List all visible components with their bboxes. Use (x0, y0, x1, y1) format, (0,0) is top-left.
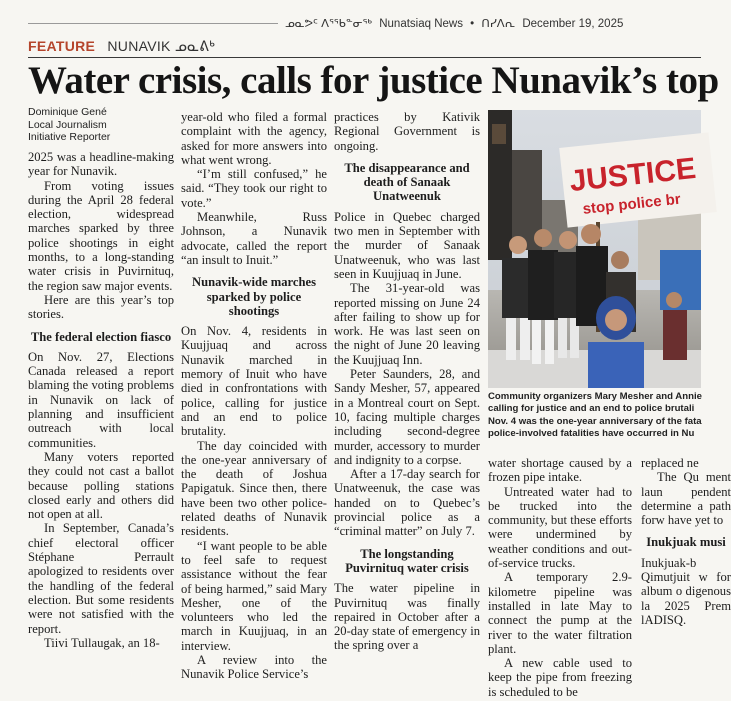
paragraph: Inukjuak-b Qimutjuit w for album o digenous la 2025 Prem lADISQ. (641, 555, 731, 627)
article-column-1 (28, 150, 174, 650)
photo-caption (488, 391, 728, 441)
section-label: FEATURE (28, 38, 96, 54)
paragraph: On Nov. 4, residents in Kuujjuaq and across Nunavik marched in memory of Inuit who have died in confrontations with police, calling for justice and an end to police brutality. (181, 324, 327, 439)
paragraph: From voting issues during the April 28 federal election, widespread marches sparked by three police shootings in eight months, to a long-standing water crisis in Puvirnituq, the region saw major events. (28, 178, 174, 293)
paragraph: Police in Quebec charged two men in September with the murder of Sanaak Unatweenuk, who was last seen in Kuujjuaq in June. (334, 209, 480, 281)
subhead: Nunavik-wide marches sparked by police shootings (192, 275, 316, 318)
subhead: The longstanding Puvirnituq water crisis (345, 546, 469, 575)
author-name: Dominique Gené (28, 106, 107, 118)
caption-line: Community organizers Mary Mesher and Annie (488, 391, 702, 402)
masthead-strip (0, 14, 701, 32)
march-photo (488, 110, 701, 388)
paragraph: “I’m still confused,” he said. “They took our right to vote.” (181, 167, 327, 210)
article-column-4 (488, 456, 632, 699)
caption-line: police-involved fatalities have occurred in Nu (488, 428, 695, 440)
date-syllabics: ᑎᓯᐱᕆ (481, 18, 516, 30)
paragraph: A review into the Nunavik Police Service’s (181, 652, 327, 682)
paragraph: Tiivi Tullaugak, an 18- (44, 635, 160, 650)
paragraph: water shortage caused by a frozen pipe intake. (488, 456, 632, 485)
paragraph: The Qu ment laun pendent determine a path forw have yet to (641, 470, 731, 528)
paragraph: In September, Canada’s chief electoral officer Stéphane Perrault apologized to residents over the handling of the federal election. But some residents were not satisfied with the report. (28, 521, 174, 636)
paragraph: “I want people to be able to feel safe to request assistance without the fear of being harmed,” said Mary Mesher, one of the volunteers who led the march in Kuujjuaq, in an interview. (181, 538, 327, 653)
paragraph: The day coincided with the one-year anniversary of the death of Joshua Papigatuk. Since then, there have been two other police-related deaths of Nunavik residents. (181, 438, 327, 539)
paper-name-syllabics: ᓄᓇᕗᑦ ᐱᕐᖃᓐᓂᖅ (285, 18, 373, 30)
section-kicker (28, 38, 215, 55)
paragraph: A new cable used to keep the pipe from freezing is scheduled to be (488, 656, 632, 699)
march-photo-illustration (488, 110, 701, 388)
paragraph: The water pipeline in Puvirnituq was finally repaired in October after a 20-day state of emergency in the spring over a (334, 581, 480, 653)
paragraph: Here are this year’s top stories. (28, 292, 174, 322)
paragraph: practices by Kativik Regional Government is ongoing. (334, 110, 480, 153)
paragraph: On Nov. 27, Elections Canada released a report blaming the voting problems in Nunavik on lack of planning and insufficient outreach with local communities. (28, 349, 174, 450)
subhead: The disappearance and death of Sanaak Unatweenuk (344, 160, 470, 204)
subhead: The federal election fiasco (30, 329, 172, 344)
paragraph: A temporary 2.9-kilometre pipeline was installed in late May to connect the pump at the river to the water filtration plant. (488, 570, 632, 656)
sign-text-justice: JUSTICE (568, 151, 698, 199)
caption-line: Nov. 4 was the one-year anniversary of the fata (488, 415, 702, 427)
paragraph: Peter Saunders, 28, and Sandy Mesher, 57, appeared in a Montreal court on Sept. 10, facing multiple charges including second-degree murder, accessory to murder and indignity to a corpse. (334, 367, 480, 467)
article-column-5 (641, 456, 731, 627)
author-role: Local Journalism (28, 118, 107, 131)
article-column-3 (334, 110, 480, 653)
issue-date: December 19, 2025 (522, 18, 624, 30)
paragraph: The 31-year-old was reported missing on June 24 after failing to show up for work. He was last seen on the night of June 20 leaving the Kuujjuaq Inn. (334, 281, 480, 367)
paragraph: After a 17-day search for Unatweenuk, the case was handed on to Quebec’s provincial police as a “criminal matter” on July 7. (334, 467, 480, 539)
article-column-2 (181, 110, 327, 682)
subhead: Inukjuak musi (646, 535, 726, 550)
bullet-separator: • (470, 18, 475, 30)
author-program: Initiative Reporter (28, 131, 111, 143)
caption-line: calling for justice and an end to police brutali (488, 403, 695, 415)
byline (28, 106, 174, 144)
paper-name: Nunatsiaq News (379, 18, 463, 30)
paragraph: year-old who filed a formal complaint with the agency, asked for more answers into what went wrong. (181, 110, 327, 167)
sign-text-stop: stop police br (581, 190, 682, 218)
masthead-rule (28, 23, 278, 24)
paragraph: Meanwhile, Russ Johnson, a Nunavik advocate, called the report “an insult to Inuit.” (181, 210, 327, 267)
paragraph: 2025 was a headline-making year for Nunavik. (28, 150, 174, 179)
masthead-info (285, 16, 627, 30)
paragraph: Many voters reported they could not cast a ballot because polling stations closed early and others did not open at all. (28, 449, 174, 522)
paragraph: replaced ne (641, 456, 699, 470)
headline: Water crisis, calls for justice Nunavik’s top (28, 59, 719, 102)
paragraph: Untreated water had to be trucked into the community, but these efforts were undermined by weather conditions and out-of-service trucks. (488, 484, 632, 571)
region-label: NUNAVIK ᓄᓇᕕᒃ (107, 38, 216, 54)
